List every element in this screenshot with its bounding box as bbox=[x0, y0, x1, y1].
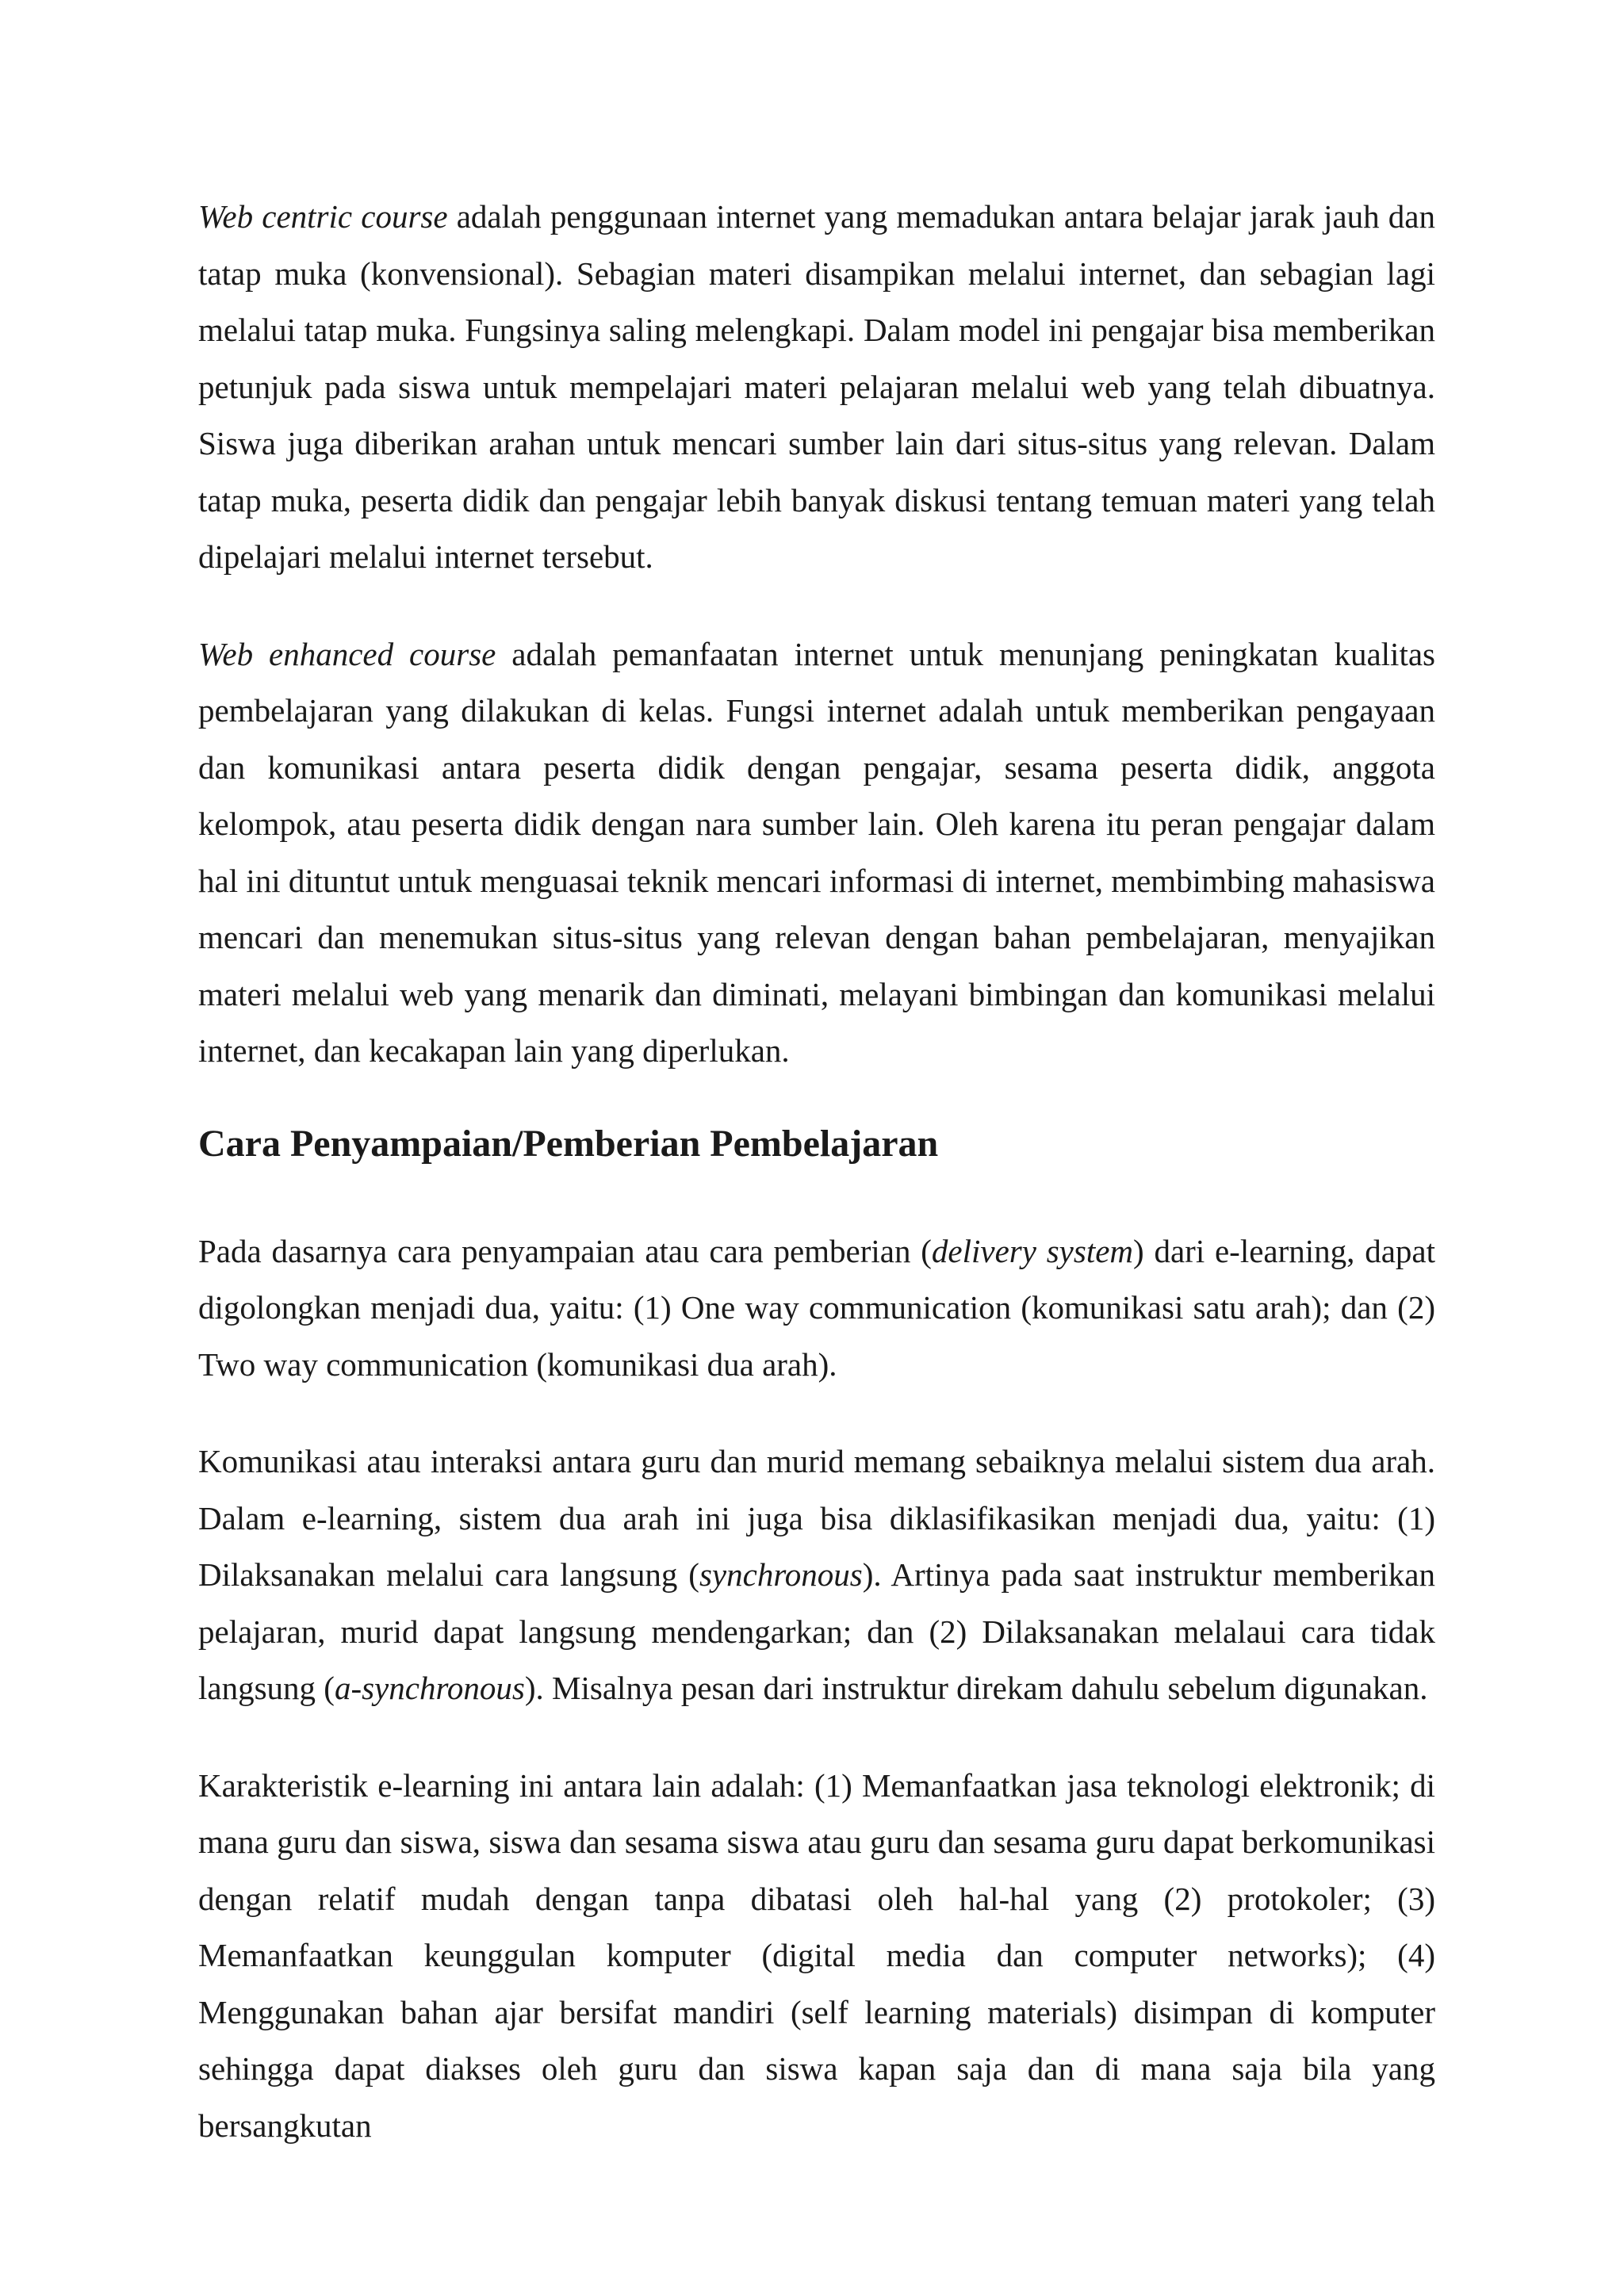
paragraph-delivery-system bbox=[198, 1223, 1435, 1394]
paragraph-characteristics bbox=[198, 1758, 1435, 2155]
paragraph-text: ). Misalnya pesan dari instruktur direkam dahulu sebelum digunakan. bbox=[524, 1670, 1428, 1706]
paragraph-web-enhanced-course bbox=[198, 626, 1435, 1080]
paragraph-text: adalah pemanfaatan internet untuk menunjang peningkatan kualitas pembelajaran yang dilakukan di kelas. Fungsi internet adalah untuk memberikan pengayaan dan komunikasi antara peserta didik dengan pengajar, sesama peserta didik, anggota kelompok, atau peserta didik dengan nara sumber lain. Oleh karena itu peran pengajar dalam hal ini dituntut untuk menguasai teknik mencari informasi di internet, membimbing mahasiswa mencari dan menemukan situs-situs yang relevan dengan bahan pembelajaran, menyajikan materi melalui web yang menarik dan diminati, melayani bimbingan dan komunikasi melalui internet, dan kecakapan lain yang diperlukan. bbox=[198, 635, 1435, 1069]
term-web-enhanced-course: Web enhanced course bbox=[198, 635, 496, 672]
paragraph-text: Pada dasarnya cara penyampaian atau cara pemberian ( bbox=[198, 1232, 932, 1269]
term-a-synchronous: a-synchronous bbox=[334, 1670, 525, 1706]
paragraph-text: Komunikasi atau interaksi antara guru dan murid memang sebaiknya melalui sistem dua arah. Dalam e-learning, sistem dua arah ini juga bisa diklasifikasikan menjadi dua, yaitu: (1) Dilaksanakan melalui cara langsung ( bbox=[198, 1443, 1435, 1593]
paragraph-text: ). Artinya pada saat instruktur memberikan pelajaran, murid dapat langsung mendengarkan; dan (2) Dilaksanakan melalaui cara tidak langsung ( bbox=[198, 1556, 1435, 1706]
section-heading: Cara Penyampaian/Pemberian Pembelajaran bbox=[198, 1122, 939, 1165]
term-delivery-system: delivery system bbox=[931, 1232, 1134, 1269]
paragraph-web-centric-course bbox=[198, 189, 1435, 586]
paragraph-communication bbox=[198, 1433, 1435, 1717]
paragraph-text: ) dari e-learning, dapat digolongkan menjadi dua, yaitu: (1) One way communication (komunikasi satu arah); dan (2) Two way communication (komunikasi dua arah). bbox=[198, 1232, 1435, 1383]
paragraph-text: Karakteristik e-learning ini antara lain adalah: (1) Memanfaatkan jasa teknologi elektronik; di mana guru dan siswa, siswa dan sesama siswa atau guru dan sesama guru dapat berkomunikasi dengan relatif mudah dengan tanpa dibatasi oleh hal-hal yang (2) protokoler; (3) Memanfaatkan keunggulan komputer (digital media dan computer networks); (4) Menggunakan bahan ajar bersifat mandiri (self learning materials) disimpan di komputer sehingga dapat diakses oleh guru dan siswa kapan saja dan di mana saja bila yang bersangkutan bbox=[198, 1766, 1435, 2144]
document-page bbox=[198, 189, 1435, 2154]
term-web-centric-course: Web centric course bbox=[198, 198, 448, 235]
term-synchronous: synchronous bbox=[699, 1556, 863, 1593]
paragraph-text: adalah penggunaan internet yang memadukan antara belajar jarak jauh dan tatap muka (konvensional). Sebagian materi disampikan melalui internet, dan sebagian lagi melalui tatap muka. Fungsinya saling melengkapi. Dalam model ini pengajar bisa memberikan petunjuk pada siswa untuk mempelajari materi pelajaran melalui web yang telah dibuatnya. Siswa juga diberikan arahan untuk mencari sumber lain dari situs-situs yang relevan. Dalam tatap muka, peserta didik dan pengajar lebih banyak diskusi tentang temuan materi yang telah dipelajari melalui internet tersebut. bbox=[198, 198, 1435, 575]
